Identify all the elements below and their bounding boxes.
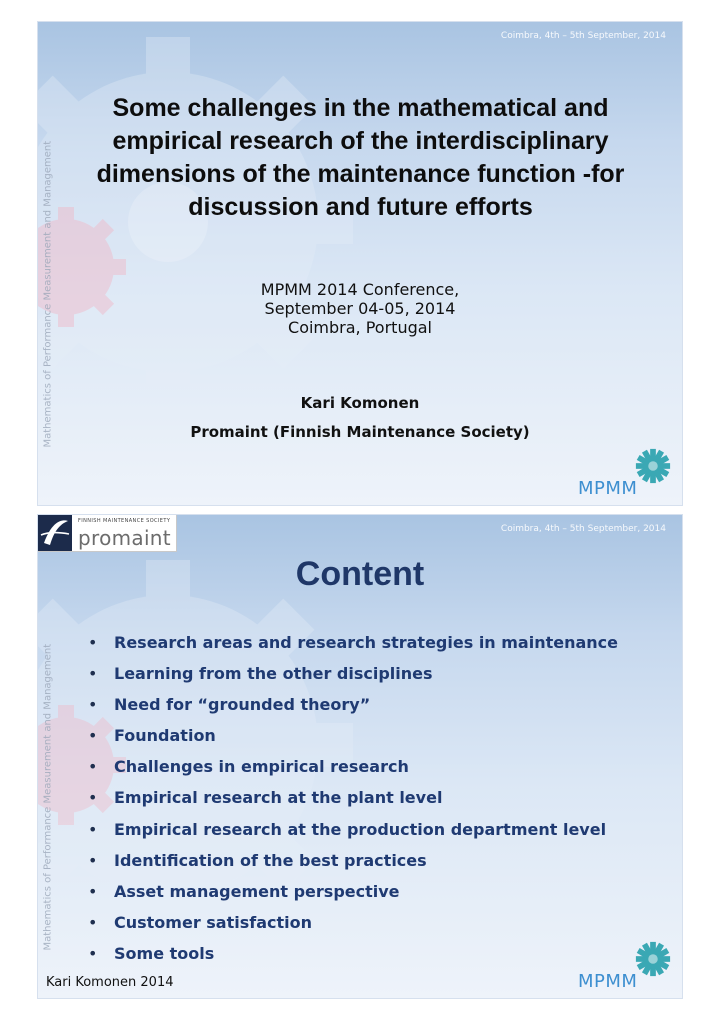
mpmm-logo-text: MPMM — [578, 971, 638, 992]
bullet-icon: • — [88, 757, 98, 777]
list-item — [88, 658, 618, 689]
content-slide — [38, 515, 682, 998]
promaint-logo — [38, 515, 177, 552]
mpmm-logo — [578, 944, 674, 992]
bullet-icon: • — [88, 912, 98, 932]
list-item — [88, 814, 618, 845]
bullet-icon: • — [88, 664, 98, 684]
list-item-label: Customer satisfaction — [114, 912, 313, 932]
bullet-icon: • — [88, 788, 98, 808]
list-item — [88, 938, 618, 969]
author-name: Kari Komonen — [300, 394, 420, 412]
conference-info — [38, 280, 682, 338]
list-item — [88, 751, 618, 782]
bullet-icon: • — [88, 850, 98, 870]
bullet-icon: • — [88, 943, 98, 963]
list-item-label: Foundation — [114, 726, 216, 746]
promaint-swoosh-icon — [38, 515, 72, 551]
list-item-label: Some tools — [114, 943, 215, 963]
footer-author: Kari Komonen 2014 — [46, 975, 174, 990]
slide-title: Some challenges in the mathematical and empirical research of the interdisciplinary dimensions of the maintenance function -for discussion and future efforts — [96, 94, 625, 221]
header-date: Coimbra, 4th – 5th September, 2014 — [500, 524, 666, 534]
list-item — [88, 876, 618, 907]
gear-icon — [634, 940, 672, 978]
side-text: Mathematics of Performance Measurement and Management — [42, 140, 54, 448]
content-title: Content — [295, 555, 425, 593]
mpmm-logo — [578, 451, 674, 499]
list-item — [88, 720, 618, 751]
list-item-label: Empirical research at the production department level — [114, 819, 607, 839]
bullet-icon: • — [88, 881, 98, 901]
bullet-icon: • — [88, 726, 98, 746]
content-list — [88, 627, 618, 969]
header-date: Coimbra, 4th – 5th September, 2014 — [500, 31, 666, 41]
list-item — [88, 627, 618, 658]
list-item-label: Challenges in empirical research — [114, 757, 409, 777]
list-item-label: Empirical research at the plant level — [114, 788, 443, 808]
bullet-icon: • — [88, 819, 98, 839]
list-item-label: Learning from the other disciplines — [114, 664, 433, 684]
author-organization: Promaint (Finnish Maintenance Society) — [190, 423, 530, 441]
list-item-label: Asset management perspective — [114, 881, 400, 901]
side-text: Mathematics of Performance Measurement and Management — [42, 643, 54, 951]
promaint-brand-text: promaint — [78, 526, 171, 550]
conference-dates: September 04-05, 2014 — [264, 299, 456, 319]
list-item-label: Need for “grounded theory” — [114, 695, 371, 715]
list-item — [88, 689, 618, 720]
title-slide — [38, 22, 682, 505]
list-item-label: Research areas and research strategies in maintenance — [114, 633, 619, 652]
conference-name: MPMM 2014 Conference, — [260, 280, 460, 299]
list-item-label: Identification of the best practices — [114, 850, 427, 870]
bullet-icon: • — [88, 695, 98, 715]
list-item — [88, 845, 618, 876]
mpmm-logo-text: MPMM — [578, 478, 638, 499]
list-item — [88, 907, 618, 938]
bullet-icon: • — [88, 633, 98, 652]
list-item — [88, 782, 618, 813]
gear-icon — [634, 447, 672, 485]
conference-location: Coimbra, Portugal — [288, 318, 432, 338]
promaint-society-text: FINNISH MAINTENANCE SOCIETY — [78, 518, 171, 524]
